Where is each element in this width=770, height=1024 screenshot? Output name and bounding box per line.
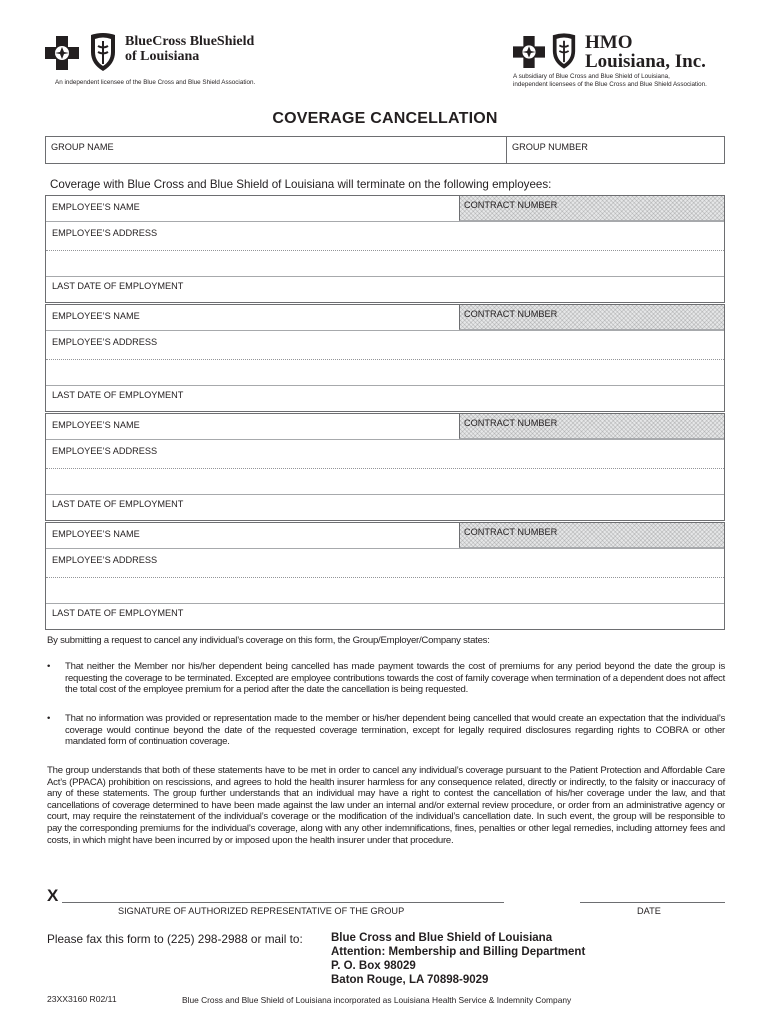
contract-number-label: CONTRACT NUMBER <box>464 527 558 537</box>
subsidiary-note-line1: A subsidiary of Blue Cross and Blue Shield of Louisiana, <box>513 73 670 80</box>
employee-name-field[interactable] <box>47 210 457 220</box>
coverage-intro-text: Coverage with Blue Cross and Blue Shield of Louisiana will terminate on the following employees: <box>50 178 552 191</box>
group-number-label: GROUP NUMBER <box>512 142 588 152</box>
employee-name-label: EMPLOYEE’S NAME <box>52 311 140 321</box>
employee-name-field[interactable] <box>47 428 457 438</box>
employee-address-label: EMPLOYEE’S ADDRESS <box>52 228 158 238</box>
employee-address-field[interactable] <box>47 458 723 493</box>
blue-shield-icon <box>89 32 117 72</box>
bcbs-brand-line1: BlueCross BlueShield <box>125 34 255 49</box>
mail-address-line-3: P. O. Box 98029 <box>331 960 416 972</box>
employee-name-label: EMPLOYEE’S NAME <box>52 202 140 212</box>
last-date-label: LAST DATE OF EMPLOYMENT <box>52 499 184 509</box>
group-understanding-text: The group understands that both of these statements have to be met in order to cancel any individual’s coverage pursuant to the Patient Protection and Affordable Care Act’s (PPACA) prohibition on rescissions, and agrees to hold the health insurer harmless for any consequence related, directly or indirectly, to the falsity or inaccuracy of any of these statements. The group further understands that an individual may have a right to contest the cancellation of his/her coverage under the law, and that cancellations of coverage determined to have been made against the law under an internal and/or external review procedure, or order from an administrative agency or court, may require the reinstatement of the individual’s coverage or the modification of the individual’s cancellation date. In such event, the group will be responsible to pay the corresponding premiums for the individual’s coverage, along with any other indemnifications, fines, penalties or other legal remedies, including attorney fees and costs, in which might have been incurred by or imposed upon the health insurer under that procedure. <box>47 765 725 846</box>
date-line[interactable] <box>580 902 725 903</box>
last-date-label: LAST DATE OF EMPLOYMENT <box>52 608 184 618</box>
statement-bullet-2: That no information was provided or representation made to the member or his/her dependent being cancelled that would create an expectation that the individual’s coverage would continue beyond the date of the requested coverage termination, except for legally required disclosures regarding rights to COBRA or other mandated form of continuation coverage. <box>65 713 725 748</box>
employee-address-field[interactable] <box>47 349 723 384</box>
employee-block-4 <box>45 522 725 630</box>
subsidiary-note-line2: independent licensees of the Blue Cross and Blue Shield Association. <box>513 81 707 88</box>
employee-address-field[interactable] <box>47 240 723 275</box>
employee-address-label: EMPLOYEE’S ADDRESS <box>52 446 158 456</box>
signature-label: SIGNATURE OF AUTHORIZED REPRESENTATIVE OF THE GROUP <box>118 906 405 916</box>
mail-address-line-1: Blue Cross and Blue Shield of Louisiana <box>331 932 553 944</box>
bullet-2-symbol: • <box>47 713 51 724</box>
signature-x-mark: X <box>47 886 59 905</box>
employee-name-field[interactable] <box>47 537 457 547</box>
group-number-field[interactable] <box>507 148 724 163</box>
blue-cross-icon <box>513 36 545 68</box>
employee-address-field[interactable] <box>47 567 723 602</box>
page-title: COVERAGE CANCELLATION <box>272 110 498 127</box>
employee-name-field[interactable] <box>47 319 457 329</box>
licensee-note: An independent licensee of the Blue Cross and Blue Shield Association. <box>55 79 256 86</box>
blue-cross-icon <box>45 36 79 70</box>
last-date-field[interactable] <box>47 619 723 629</box>
statement-intro: By submitting a request to cancel any individual’s coverage on this form, the Group/Employer/Company states: <box>47 635 490 646</box>
bullet-1-symbol: • <box>47 661 51 672</box>
contract-number-label: CONTRACT NUMBER <box>464 418 558 428</box>
contract-number-label: CONTRACT NUMBER <box>464 200 558 210</box>
statement-bullet-1: That neither the Member nor his/her dependent being cancelled has made payment towards the cost of premiums for any period beyond the date the group is requesting the coverage to be terminated. Excepted are employee contributions towards the cost of family coverage when termination of a dependent does not affect the total cost of the employee premium for a period after the date the cancellation is being requested. <box>65 661 725 696</box>
form-number: 23XX3160 R02/11 <box>47 994 117 1004</box>
employee-block-1 <box>45 195 725 303</box>
employee-address-label: EMPLOYEE’S ADDRESS <box>52 337 158 347</box>
fax-instruction: Please fax this form to (225) 298-2988 or mail to: <box>47 932 303 946</box>
last-date-label: LAST DATE OF EMPLOYMENT <box>52 390 184 400</box>
last-date-field[interactable] <box>47 401 723 411</box>
employee-block-3 <box>45 413 725 521</box>
mail-address-line-4: Baton Rouge, LA 70898-9029 <box>331 974 489 986</box>
last-date-field[interactable] <box>47 292 723 302</box>
signature-line[interactable] <box>62 902 504 903</box>
footer-note: Blue Cross and Blue Shield of Louisiana incorporated as Louisiana Health Service & Indemnity Company <box>182 995 572 1005</box>
hmo-brand-line2: Louisiana, Inc. <box>585 51 706 72</box>
employee-name-label: EMPLOYEE’S NAME <box>52 420 140 430</box>
last-date-field[interactable] <box>47 510 723 520</box>
last-date-label: LAST DATE OF EMPLOYMENT <box>52 281 184 291</box>
employee-block-2 <box>45 304 725 412</box>
hmo-brand-line1: HMO <box>585 32 633 53</box>
bcbs-brand-line2: of Louisiana <box>125 49 200 64</box>
employee-name-label: EMPLOYEE’S NAME <box>52 529 140 539</box>
blue-shield-icon <box>551 32 577 70</box>
group-name-label: GROUP NAME <box>51 142 114 152</box>
group-name-field[interactable] <box>46 148 504 163</box>
contract-number-label: CONTRACT NUMBER <box>464 309 558 319</box>
employee-address-label: EMPLOYEE’S ADDRESS <box>52 555 158 565</box>
hmo-louisiana-logo <box>513 32 733 92</box>
mail-address-line-2: Attention: Membership and Billing Department <box>331 946 586 958</box>
bcbsla-logo <box>45 32 305 92</box>
date-label: DATE <box>637 906 661 916</box>
